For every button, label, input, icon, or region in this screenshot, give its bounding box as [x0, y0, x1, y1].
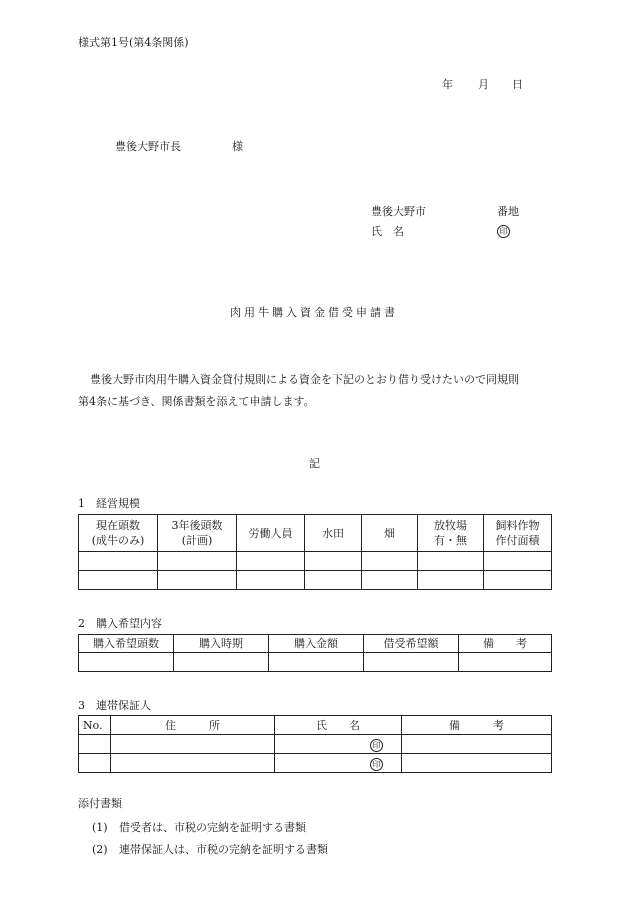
table-cell[interactable]: [275, 754, 402, 773]
management-scale-table: [78, 514, 552, 590]
document-title: 肉用牛購入資金借受申請書: [230, 306, 398, 319]
section3-heading: 3 連帯保証人: [78, 699, 151, 712]
table-cell[interactable]: [275, 735, 402, 754]
seal-mark: 印: [370, 739, 383, 752]
applicant-address-suffix: 番地: [497, 205, 519, 218]
table-cell[interactable]: [158, 552, 237, 571]
table-cell[interactable]: [418, 552, 484, 571]
attachment-item-2-num: (2): [92, 843, 108, 856]
date-day-label: 日: [512, 78, 523, 91]
section2-heading: 2 購入希望内容: [78, 617, 162, 630]
purchase-request-table: [78, 634, 552, 672]
table-cell[interactable]: [484, 571, 552, 590]
table-cell[interactable]: [362, 571, 418, 590]
table-row: [79, 735, 552, 754]
table-cell[interactable]: [174, 653, 269, 672]
col-purchase-time: 購入時期: [174, 635, 269, 653]
table-cell[interactable]: [364, 653, 459, 672]
col-remarks: 備 考: [459, 635, 552, 653]
table-cell[interactable]: [269, 653, 364, 672]
body-paragraph: [78, 369, 558, 413]
col-labor: 労働人員: [237, 515, 305, 552]
section1-heading: 1 経営規模: [78, 497, 140, 510]
col-pasture: 放牧場 有・無: [418, 515, 484, 552]
table-cell[interactable]: [237, 552, 305, 571]
ki-heading: 記: [309, 457, 320, 470]
table-cell[interactable]: [459, 653, 552, 672]
date-month-label: 月: [478, 78, 489, 91]
table-cell[interactable]: [111, 754, 275, 773]
body-line-2: 第4条に基づき、関係書類を添えて申請します。: [78, 395, 315, 408]
table-cell[interactable]: [111, 735, 275, 754]
col-address: 住 所: [111, 716, 275, 735]
table-cell[interactable]: [79, 754, 111, 773]
table-cell[interactable]: [79, 571, 158, 590]
col-name: 氏 名: [275, 716, 402, 735]
applicant-name-label: 氏 名: [371, 225, 404, 238]
table-header-row: [79, 515, 552, 552]
col-current-head: 現在頭数 (成牛のみ): [79, 515, 158, 552]
form-number: 様式第1号(第4条関係): [78, 36, 189, 49]
seal-mark: 印: [497, 225, 510, 238]
guarantor-table: [78, 715, 552, 773]
addressee-honorific: 様: [232, 140, 243, 153]
table-cell[interactable]: [305, 571, 362, 590]
attachment-item-1-text: 借受者は、市税の完納を証明する書類: [119, 821, 306, 834]
col-purchase-amount: 購入金額: [269, 635, 364, 653]
table-cell[interactable]: [484, 552, 552, 571]
table-cell[interactable]: [402, 735, 552, 754]
seal-mark: 印: [370, 758, 383, 771]
table-cell[interactable]: [158, 571, 237, 590]
attachments-heading: 添付書類: [78, 797, 122, 810]
col-future-head: 3年後頭数 (計画): [158, 515, 237, 552]
applicant-address-prefix: 豊後大野市: [371, 205, 426, 218]
table-header-row: [79, 635, 552, 653]
table-cell[interactable]: [402, 754, 552, 773]
table-header-row: [79, 716, 552, 735]
col-purchase-head-count: 購入希望頭数: [79, 635, 174, 653]
table-cell[interactable]: [305, 552, 362, 571]
applicant-seal: [497, 225, 510, 238]
col-field: 畑: [362, 515, 418, 552]
table-cell[interactable]: [79, 653, 174, 672]
col-remarks: 備 考: [402, 716, 552, 735]
table-cell[interactable]: [79, 735, 111, 754]
attachment-item-2-text: 連帯保証人は、市税の完納を証明する書類: [119, 843, 328, 856]
table-cell[interactable]: [418, 571, 484, 590]
table-row: [79, 571, 552, 590]
table-row: [79, 552, 552, 571]
body-line-1: 豊後大野市肉用牛購入資金貸付規則による資金を下記のとおり借り受けたいので同規則: [90, 373, 519, 386]
table-cell[interactable]: [362, 552, 418, 571]
date-year-label: 年: [442, 78, 453, 91]
col-paddy: 水田: [305, 515, 362, 552]
table-row: [79, 653, 552, 672]
table-cell[interactable]: [237, 571, 305, 590]
col-loan-request: 借受希望額: [364, 635, 459, 653]
addressee-name: 豊後大野市長: [115, 140, 181, 153]
table-cell[interactable]: [79, 552, 158, 571]
col-feed-crop: 飼料作物 作付面積: [484, 515, 552, 552]
attachment-item-1-num: (1): [92, 821, 108, 834]
table-row: [79, 754, 552, 773]
col-no: No.: [79, 716, 111, 735]
